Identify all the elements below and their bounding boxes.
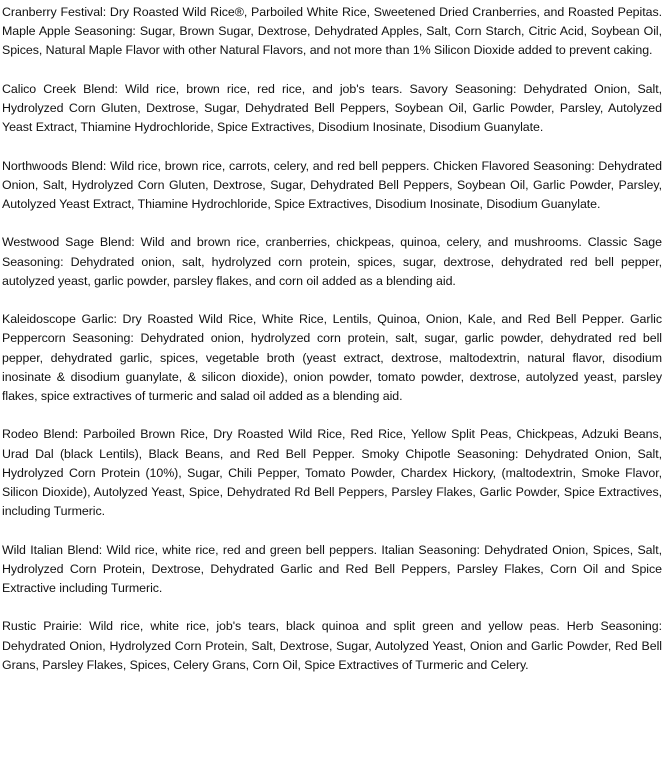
paragraph-northwoods-blend: Northwoods Blend: Wild rice, brown rice, carrots, celery, and red bell peppers. Chicken Flavored Seasoning: Dehydrated Onion, Salt, Hydrolyzed Corn Gluten, Dextrose, Sugar, Dehydrated Bell Peppers, Soybean Oil, Garlic Powder, Parsley, Autolyzed Yeast Extract, Thiamine Hydrochloride, Spice Extractives, Disodium Inosinate, Disodium Guanylate.: [2, 158, 662, 211]
paragraph-rustic-prairie: Rustic Prairie: Wild rice, white rice, job's tears, black quinoa and split green and yellow peas. Herb Seasoning: Dehydrated Onion, Hydrolyzed Corn Protein, Salt, Dextrose, Sugar, Autolyzed Yeast, Onion and Garlic Powder, Red Bell Grans, Parsley Flakes, Spices, Celery Grans, Corn Oil, Spice Extractives of Turmeric and Celery.: [2, 619, 662, 672]
paragraph-wild-italian-blend: Wild Italian Blend: Wild rice, white rice, red and green bell peppers. Italian Seasoning: Dehydrated Onion, Spices, Salt, Hydrolyzed Corn Protein, Dextrose, Dehydrated Garlic and Red Bell Peppers, Parsley Flakes, Corn Oil and Spice Extractive including Turmeric.: [2, 542, 662, 595]
paragraph-kaleidoscope-garlic: Kaleidoscope Garlic: Dry Roasted Wild Rice, White Rice, Lentils, Quinoa, Onion, Kale, and Red Bell Pepper. Garlic Peppercorn Seasoning: Dehydrated onion, hydrolyzed corn protein, salt, sugar, garlic powder, dehydrated red bell pepper, dehydrated garlic, spices, vegetable broth (yeast extract, dextrose, maltodextrin, natural flavor, disodium inosinate & disodium guanylate, & silicon dioxide), onion powder, tomato powder, dextrose, autolyzed yeast, parsley flakes, spice extractives of turmeric and salad oil added as a blending aid.: [2, 312, 662, 403]
paragraph-calico-creek-blend: Calico Creek Blend: Wild rice, brown rice, red rice, and job's tears. Savory Seasoning: Dehydrated Onion, Salt, Hydrolyzed Corn Gluten, Dextrose, Sugar, Dehydrated Bell Peppers, Soybean Oil, Garlic Powder, Parsley, Autolyzed Yeast Extract, Thiamine Hydrochloride, Spice Extractives, Disodium Inosinate, Disodium Guanylate.: [2, 81, 662, 135]
paragraph-rodeo-blend: Rodeo Blend: Parboiled Brown Rice, Dry Roasted Wild Rice, Red Rice, Yellow Split Peas, Chickpeas, Adzuki Beans, Urad Dal (black Lentils), Black Beans, and Red Bell Pepper. Smoky Chipotle Seasoning: Dehydrated Onion, Salt, Hydrolyzed Corn Protein (10%), Sugar, Chili Pepper, Tomato Powder, Chardex Hickory, (maltodextrin, Smoke Flavor, Silicon Dioxide), Autolyzed Yeast, Spice, Dehydrated Rd Bell Peppers, Parsley Flakes, Garlic Powder, Spice Extractives, including Turmeric.: [2, 427, 662, 519]
paragraph-westwood-sage-blend: Westwood Sage Blend: Wild and brown rice, cranberries, chickpeas, quinoa, celery, and mushrooms. Classic Sage Seasoning: Dehydrated onion, salt, hydrolyzed corn protein, spices, sugar, dextrose, dehydrated red bell pepper, autolyzed yeast, garlic powder, parsley flakes, and corn oil added as a blending aid.: [2, 235, 662, 288]
paragraph-cranberry-festival: Cranberry Festival: Dry Roasted Wild Rice®, Parboiled White Rice, Sweetened Dried Cranberries, and Roasted Pepitas. Maple Apple Seasoning: Sugar, Brown Sugar, Dextrose, Dehydrated Apples, Salt, Corn Starch, Citric Acid, Soybean Oil, Spices, Natural Maple Flavor with other Natural Flavors, and not more than 1% Silicon Dioxide added to prevent caking.: [2, 5, 662, 58]
ingredients-document: [2, 3, 662, 694]
